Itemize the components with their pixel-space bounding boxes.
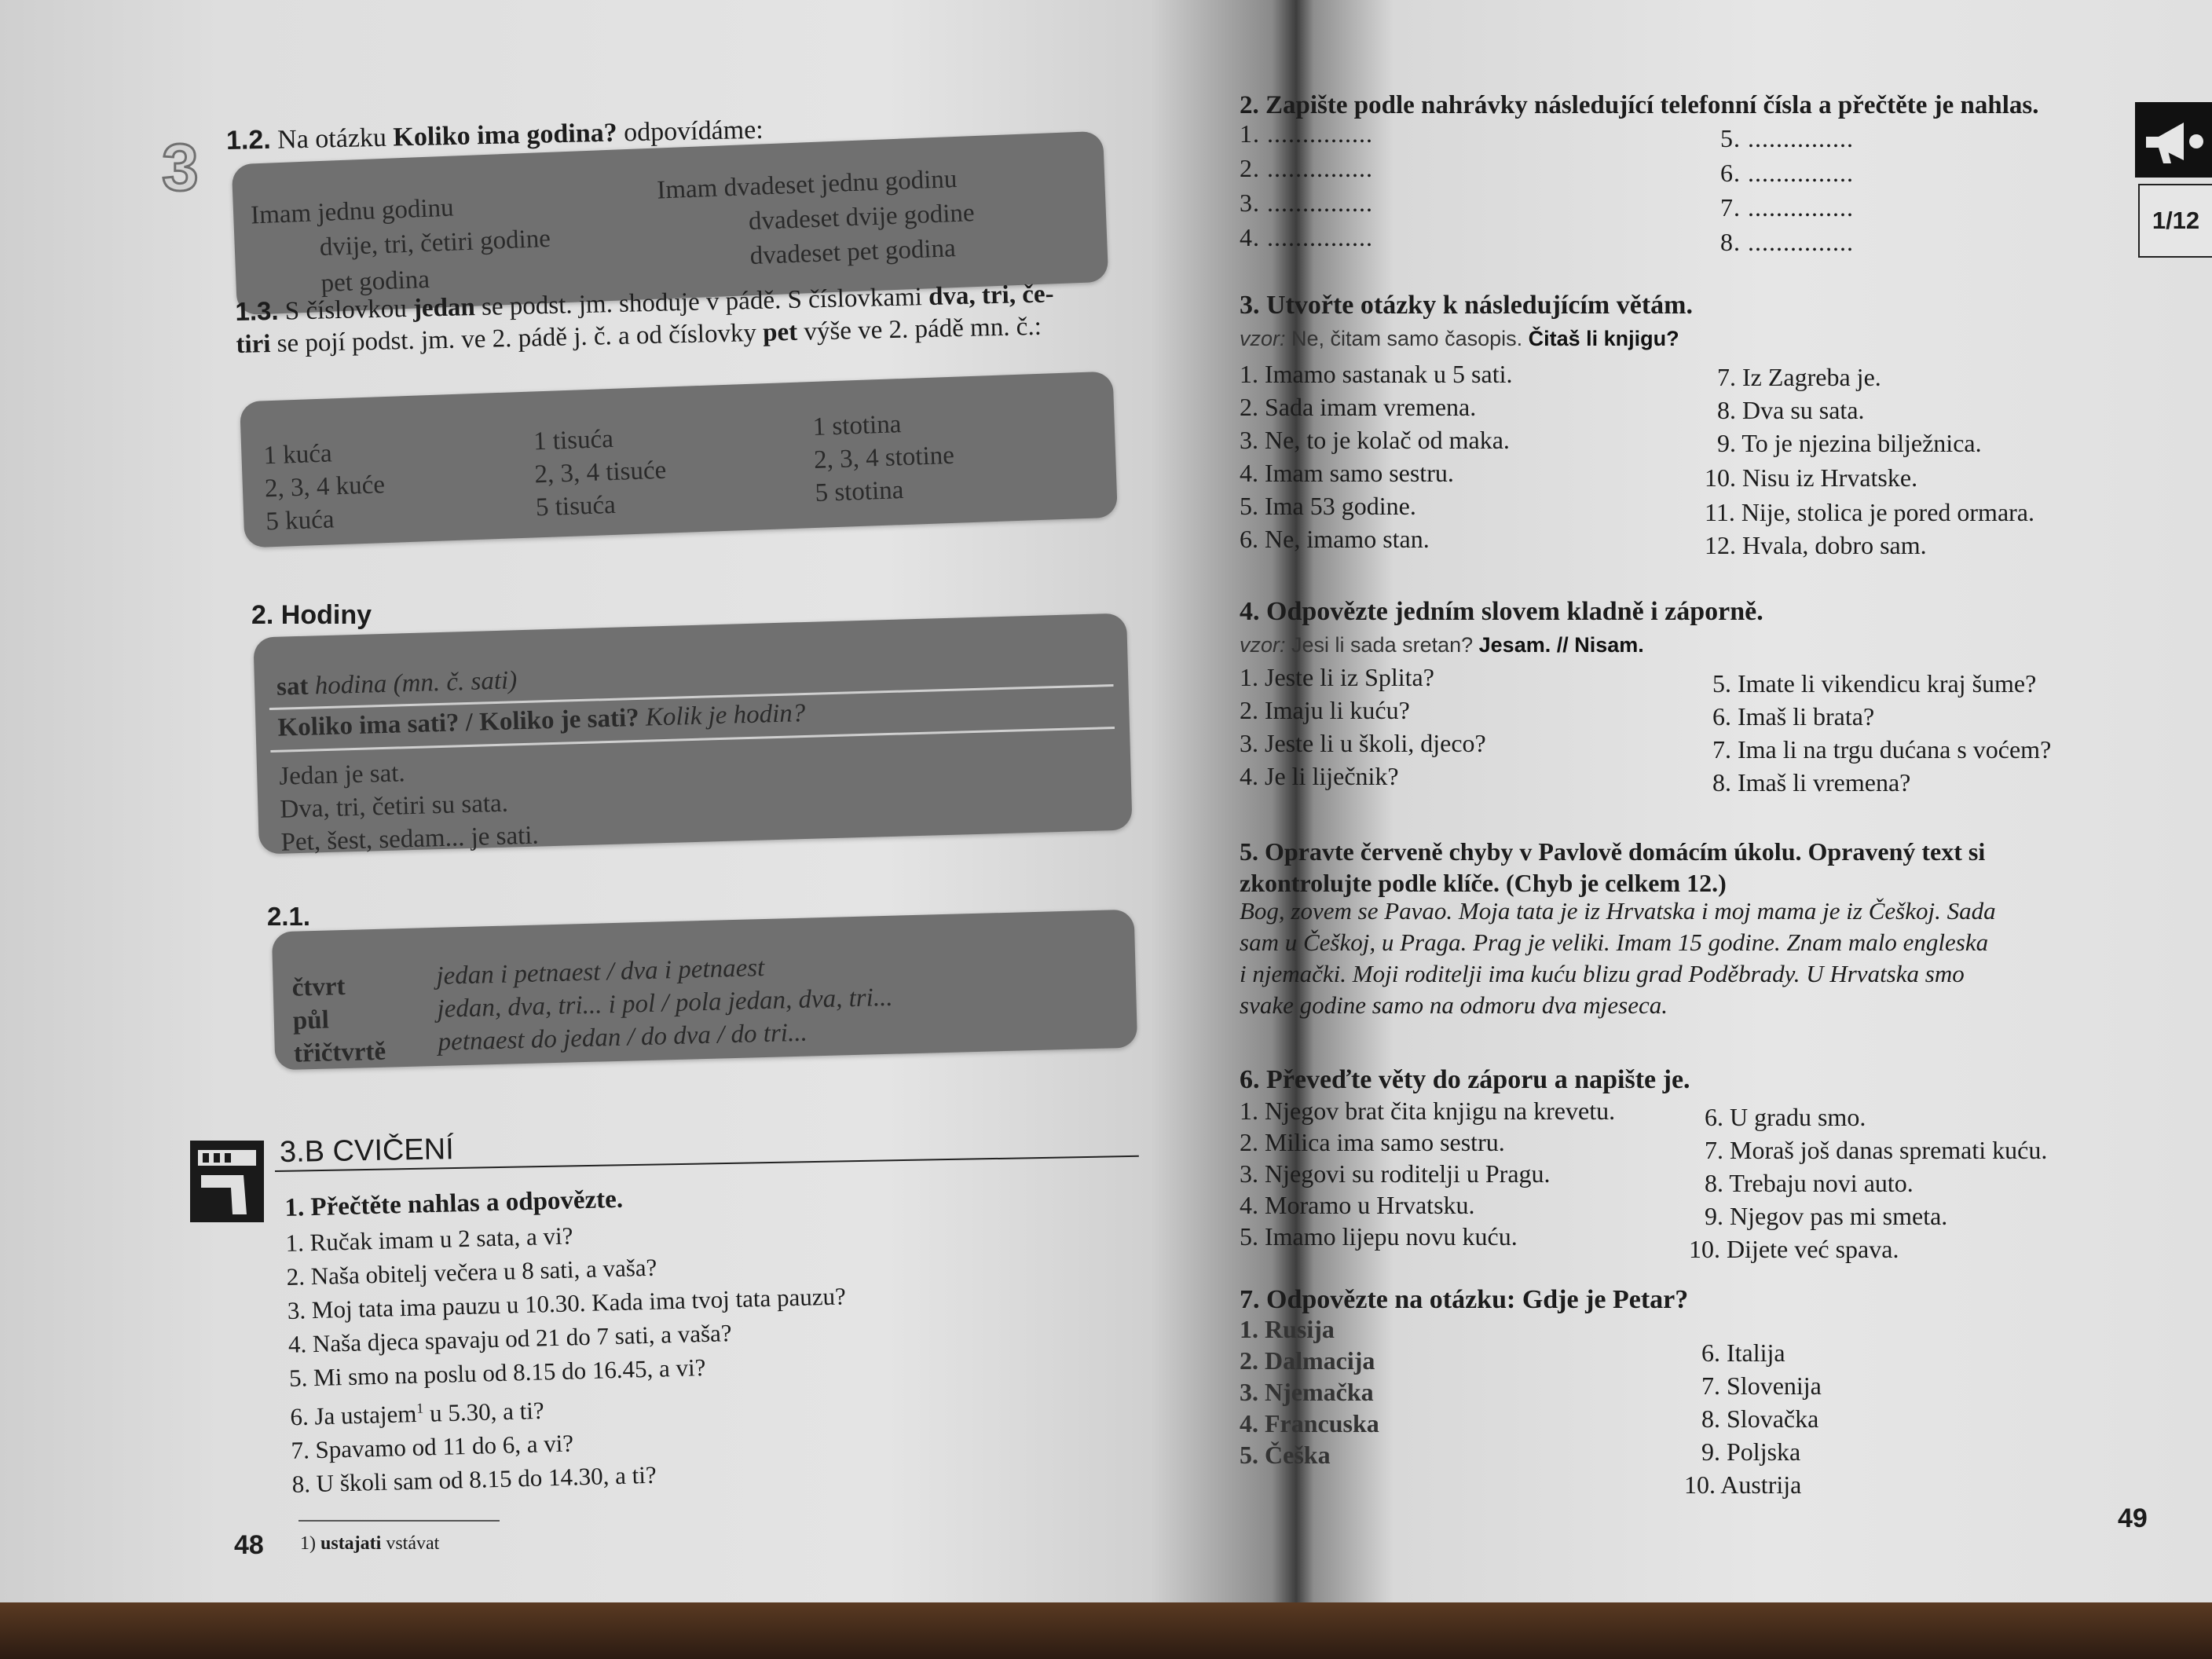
term: třičtvrtě	[293, 1037, 386, 1068]
example-line	[1240, 633, 1644, 657]
exercise-7-title: 7. Odpovězte na otázku: Gdje je Petar?	[1240, 1285, 1689, 1314]
phone-blank[interactable]: 5. ...............	[1720, 124, 1854, 152]
country: 6. Italija	[1701, 1339, 1785, 1367]
box-line: 2, 3, 4 stotine	[813, 441, 955, 474]
text: se pojí podst. jm. ve 2. pádě j. č. a od číslovky	[270, 318, 764, 358]
text: u 5.30, a ti?	[423, 1396, 545, 1427]
page-number: 49	[2118, 1503, 2148, 1533]
section-number: 1.2.	[225, 124, 272, 156]
sentence: 12. Hvala, dobro sam.	[1705, 531, 1927, 559]
text-bold: Čitaš li knjigu?	[1528, 327, 1679, 350]
question: 3. Jeste li u školi, djeco?	[1240, 729, 1486, 757]
box-line: 5 stotina	[814, 476, 904, 507]
text: Jesi li sada sretan?	[1285, 633, 1479, 657]
list-item: 3. Moj tata ima pauzu u 10.30. Kada ima tvoj tata pauzu?	[287, 1282, 847, 1324]
sentence: 7. Moraš još danas spremati kuću.	[1705, 1136, 2048, 1164]
country: 2. Dalmacija	[1240, 1346, 1375, 1375]
homework-text-line: i njemački. Moji roditelji ima kuću blizu grad Poděbrady. U Hrvatska smo	[1240, 960, 1965, 987]
list-item: 7. Spavamo od 11 do 6, a vi?	[291, 1429, 574, 1465]
box-line: 1 stotina	[812, 410, 902, 442]
term-value: jedan, dva, tri... i pol / pola jedan, dva, tri...	[437, 983, 894, 1024]
footnote	[300, 1533, 439, 1555]
box-line: 5 tisuća	[535, 490, 617, 522]
grammar-box-hours	[253, 613, 1132, 855]
box-line: 5 kuća	[265, 505, 335, 537]
sentence: 9. Njegov pas mi smeta.	[1705, 1202, 1948, 1230]
text: výše ve 2. pádě mn. č.:	[797, 312, 1042, 346]
sentence: 5. Imamo lijepu novu kuću.	[1240, 1222, 1518, 1251]
text: vzor:	[1240, 327, 1286, 350]
text: 6. Ja ustajem	[289, 1400, 417, 1431]
text-bold: ustajati	[316, 1533, 382, 1554]
exercise-2-title: 2. Zapište podle nahrávky následující telefonní čísla a přečtěte je nahlas.	[1240, 91, 2039, 119]
text: vstávat	[381, 1533, 440, 1554]
country: 4. Francuska	[1240, 1409, 1379, 1437]
country: 5. Češka	[1240, 1441, 1331, 1469]
text-italic: Kolik je hodin?	[639, 698, 806, 732]
phone-blank[interactable]: 4. ...............	[1240, 223, 1373, 251]
question-bold: Koliko ima godina?	[393, 118, 618, 152]
right-page	[1170, 0, 2212, 1610]
text: Na otázku	[270, 123, 394, 155]
phone-blank[interactable]: 8. ...............	[1720, 228, 1854, 256]
question: 8. Imaš li vremena?	[1712, 768, 1911, 797]
box-line: 2, 3, 4 kuće	[264, 471, 386, 504]
sentence: 10. Dijete već spava.	[1689, 1235, 1899, 1263]
sentence: 11. Nije, stolica je pored ormara.	[1705, 498, 2034, 526]
text-bold: Jesam. // Nisam.	[1478, 633, 1644, 657]
term: půl	[292, 1005, 330, 1035]
question: 4. Je li liječnik?	[1240, 762, 1399, 790]
text-bold: dva, tri, če-	[928, 280, 1054, 311]
list-item: 8. U školi sam od 8.15 do 14.30, a ti?	[291, 1461, 657, 1499]
hours-line: Pet, šest, sedam... je sati.	[280, 821, 540, 857]
box-line: pet godina	[320, 265, 430, 298]
box-line: 1 tisuća	[533, 424, 614, 456]
sentence: 9. To je njezina bilježnica.	[1717, 429, 1982, 457]
megaphone-icon	[2135, 102, 2212, 178]
text-bold: pet	[762, 317, 798, 347]
box-line: dvije, tri, četiri godine	[319, 224, 551, 262]
question: 6. Imaš li brata?	[1712, 702, 1875, 731]
term-value: petnaest do jedan / do dva / do tri...	[438, 1018, 808, 1057]
sentence: 1. Imamo sastanak u 5 sati.	[1240, 360, 1513, 388]
section-number: 1.3.	[235, 295, 279, 327]
sentence: 1. Njegov brat čita knjigu na krevetu.	[1240, 1097, 1616, 1125]
footnote-mark: 1	[416, 1400, 424, 1416]
box-line: dvadeset pet godina	[749, 234, 957, 271]
phone-blank[interactable]: 6. ...............	[1720, 159, 1854, 187]
text-italic: hodina (mn. č. sati)	[307, 666, 518, 701]
term-value: jedan i petnaest / dva i petnaest	[435, 954, 765, 991]
sentence: 2. Sada imam vremena.	[1240, 393, 1477, 421]
text: 1)	[300, 1533, 316, 1554]
exercise-6-title: 6. Převeďte věty do záporu a napište je.	[1240, 1065, 1690, 1094]
list-item: 1. Ručak imam u 2 sata, a vi?	[285, 1221, 573, 1257]
question: 7. Ima li na trgu dućana s voćem?	[1712, 735, 2052, 764]
question: 5. Imate li vikendicu kraj šume?	[1712, 669, 2037, 698]
table-surface	[0, 1602, 2212, 1659]
text: S číslovkou	[278, 294, 414, 326]
country: 1. Rusija	[1240, 1315, 1335, 1343]
list-item: 4. Naša djeca spavaju od 21 do 7 sati, a vaša?	[287, 1319, 732, 1358]
chapter-number: 3	[162, 130, 199, 204]
section-2-heading: 2. Hodiny	[251, 600, 372, 630]
country: 9. Poljska	[1701, 1437, 1801, 1466]
sentence: 3. Njegovi su roditelji u Pragu.	[1240, 1159, 1551, 1188]
sentence: 8. Dva su sata.	[1717, 396, 1865, 424]
exercise-1	[284, 1179, 851, 1501]
exercise-5-title-line2: zkontrolujte podle klíče. (Chyb je celkem 12.)	[1240, 869, 1727, 897]
phone-blank[interactable]: 1. ...............	[1240, 119, 1373, 148]
hours-row-1	[276, 666, 518, 702]
question: 1. Jeste li iz Splita?	[1240, 663, 1434, 691]
sentence: 6. U gradu smo.	[1705, 1103, 1866, 1131]
phone-blank[interactable]: 7. ...............	[1720, 193, 1854, 222]
list-item: 5. Mi smo na poslu od 8.15 do 16.45, a vi?	[288, 1353, 706, 1392]
text: se podst. jm. shoduje v pádě. S číslovkami	[474, 282, 929, 322]
example-line	[1240, 327, 1679, 351]
phone-blank[interactable]: 3. ...............	[1240, 189, 1373, 217]
box-line: dvadeset dvije godine	[748, 199, 976, 236]
box-line: Imam jednu godinu	[250, 193, 455, 230]
text-bold: Koliko ima sati? / Koliko je sati?	[277, 703, 640, 742]
exercise-icon	[190, 1141, 264, 1222]
sentence: 4. Imam samo sestru.	[1240, 459, 1454, 487]
hours-line: Jedan je sat.	[278, 759, 406, 791]
box-line: Imam dvadeset jednu godinu	[656, 164, 958, 205]
country: 7. Slovenija	[1701, 1372, 1822, 1400]
section-title: 3.B CVIČENÍ	[279, 1133, 455, 1169]
sentence: 8. Trebaju novi auto.	[1705, 1169, 1914, 1197]
page-number: 48	[234, 1530, 264, 1560]
country: 10. Austrija	[1684, 1470, 1802, 1499]
sentence: 5. Ima 53 godine.	[1240, 492, 1416, 520]
text: Ne, čitam samo časopis.	[1285, 327, 1529, 350]
text: vzor:	[1240, 633, 1286, 657]
box-line: 1 kuća	[262, 439, 333, 471]
exercise-5-title-line1: 5. Opravte červeně chyby v Pavlově domácím úkolu. Opravený text si	[1240, 837, 1986, 866]
section-2-1-heading: 2.1.	[267, 902, 311, 931]
homework-text-line: sam u Češkoj, u Praga. Prag je veliki. Imam 15 godine. Znam malo engleska	[1240, 928, 1989, 956]
exercise-4-title: 4. Odpovězte jedním slovem kladně i záporně.	[1240, 597, 1763, 626]
exercise-3-title: 3. Utvořte otázky k následujícím větám.	[1240, 291, 1693, 320]
sentence: 7. Iz Zagreba je.	[1717, 363, 1881, 391]
country: 8. Slovačka	[1701, 1404, 1819, 1433]
hours-line: Dva, tri, četiri su sata.	[279, 789, 509, 824]
sentence: 6. Ne, imamo stan.	[1240, 525, 1430, 553]
grammar-box-fractions	[272, 910, 1137, 1071]
homework-text-line: Bog, zovem se Pavao. Moja tata je iz Hrvatska i moj mama je iz Češkoj. Sada	[1240, 897, 1996, 925]
text-bold: tiri	[236, 330, 271, 359]
sentence: 4. Moramo u Hrvatsku.	[1240, 1191, 1475, 1219]
text-bold: jedan	[412, 293, 476, 323]
sentence: 10. Nisu iz Hrvatske.	[1705, 463, 1918, 492]
question: 2. Imaju li kuću?	[1240, 696, 1410, 724]
term: čtvrt	[291, 972, 346, 1002]
grammar-box-numerals	[240, 372, 1118, 548]
footnote-rule	[298, 1520, 500, 1522]
exercise-title: 1. Přečtěte nahlas a odpovězte.	[284, 1185, 624, 1222]
sentence: 2. Milica ima samo sestru.	[1240, 1128, 1505, 1156]
homework-text-line: svake godine samo na odmoru dva mjeseca.	[1240, 991, 1668, 1019]
text: odpovídáme:	[617, 115, 764, 148]
box-line: 2, 3, 4 tisuće	[533, 456, 667, 489]
country: 3. Njemačka	[1240, 1378, 1374, 1406]
text-bold: sat	[276, 672, 309, 701]
audio-track-label: 1/12	[2138, 184, 2212, 258]
phone-blank[interactable]: 2. ...............	[1240, 154, 1373, 182]
sentence: 3. Ne, to je kolač od maka.	[1240, 426, 1510, 454]
list-item: 2. Naša obitelj večera u 8 sati, a vaša?	[286, 1253, 657, 1291]
